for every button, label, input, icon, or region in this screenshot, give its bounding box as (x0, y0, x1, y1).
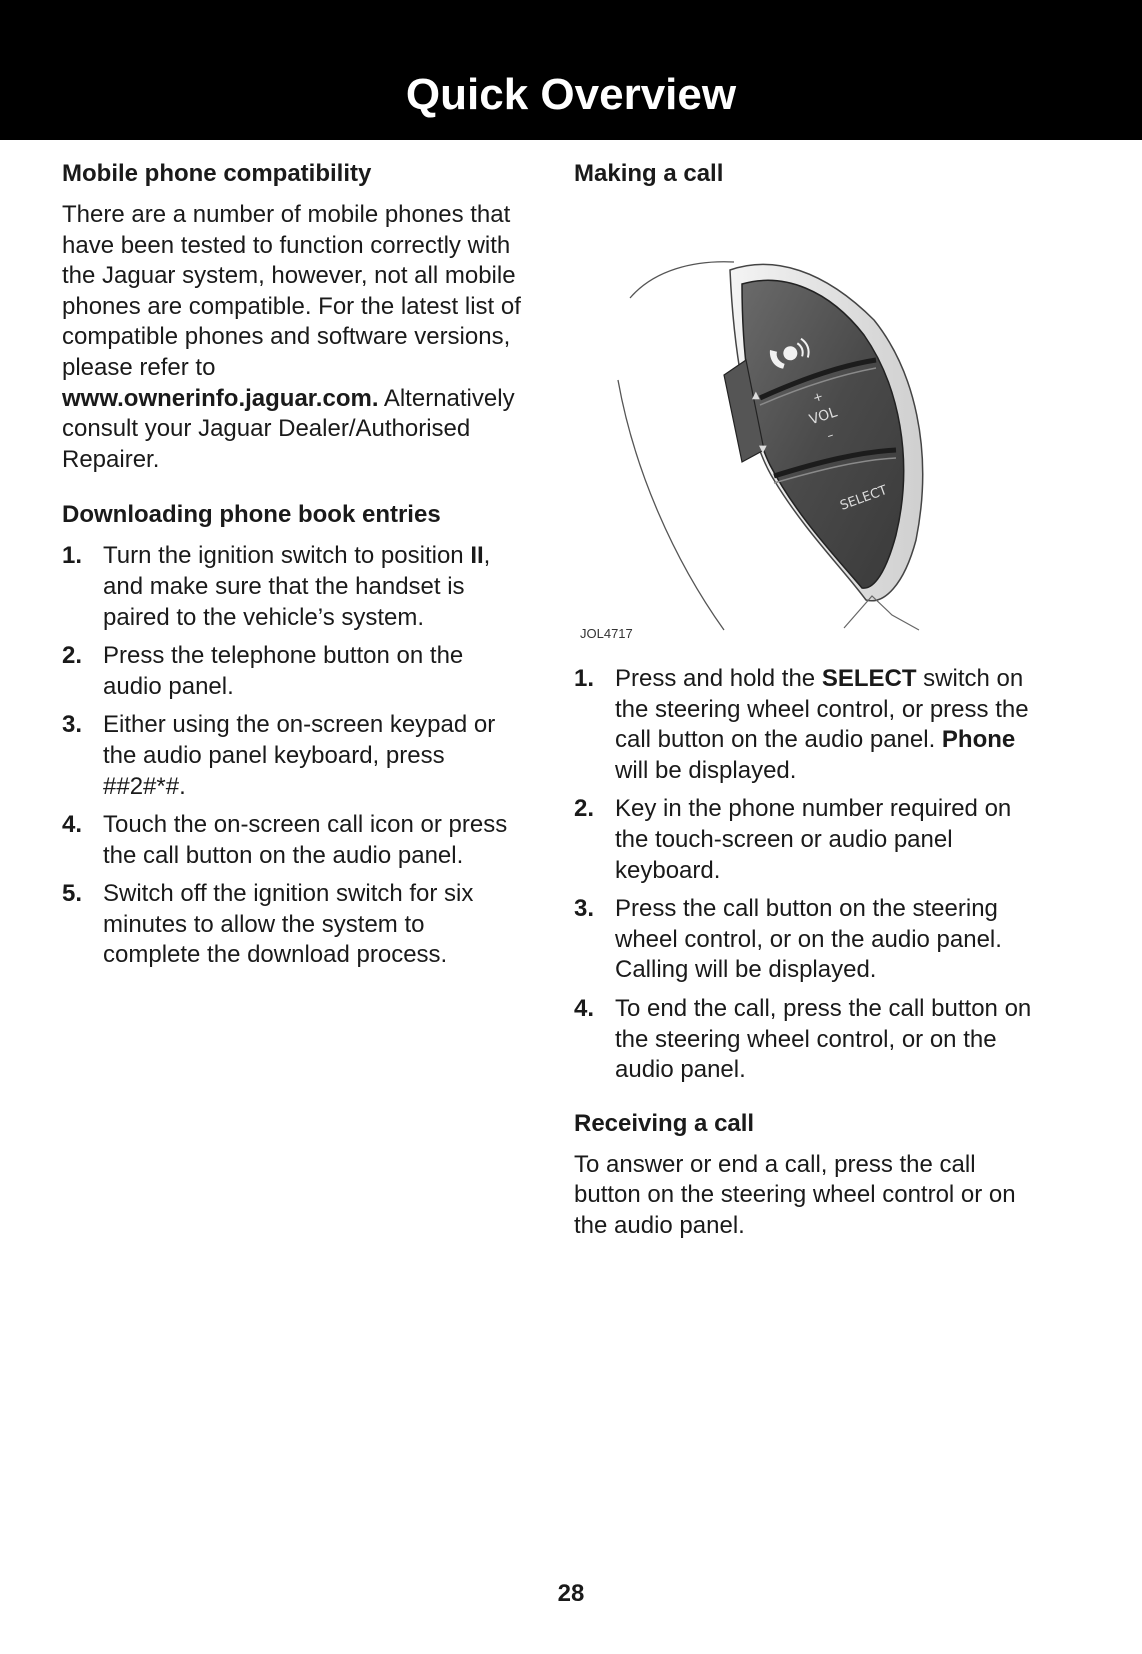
step-bold: SELECT (821, 665, 917, 692)
step-bold: Phone (941, 726, 1016, 754)
right-column (574, 158, 1044, 1258)
list-item (574, 994, 1044, 1086)
downloading-heading: Downloading phone book entries (62, 501, 441, 529)
select-label: SELECT (838, 482, 890, 514)
page-number: 28 (557, 1580, 585, 1607)
toggle-down-icon: ▼ (759, 444, 767, 455)
owner-info-url: www.ownerinfo.jaguar.com. (62, 384, 379, 412)
spoke-lower-line (844, 596, 919, 630)
left-column (62, 158, 524, 979)
step-text: Touch the on-screen call icon or press the call button on the audio panel. (103, 811, 508, 869)
making-call-steps-list (574, 664, 1044, 1086)
making-a-call-heading: Making a call (574, 160, 724, 187)
step-text: will be displayed. (615, 756, 797, 784)
list-item (574, 894, 1044, 986)
step-text: Key in the phone number required on the touch-screen or audio panel keyboard. (615, 795, 1012, 884)
step-text: To end the call, press the call button on the steering wheel control, or on the audio panel. (615, 994, 1032, 1084)
step-text: Press the call button on the steering wheel control, or on the audio panel. Calling will be displayed. (615, 895, 1002, 984)
download-steps-list (62, 541, 524, 971)
step-number: 1. (574, 665, 595, 692)
list-item (62, 879, 524, 971)
receiving-a-call-paragraph: To answer or end a call, press the call button on the steering wheel control or on the audio panel. (574, 1150, 1016, 1239)
steering-control-drawing (574, 200, 1044, 650)
volume-minus-label: – (825, 427, 836, 443)
wheel-rim-line (630, 262, 734, 298)
step-number: 3. (62, 711, 83, 739)
mobile-compatibility-paragraph (62, 200, 524, 475)
step-bold: II (470, 542, 484, 570)
mobile-paragraph-end: Alternatively consult your Jaguar Dealer/Authorised Repairer. (62, 384, 515, 473)
steering-control-illustration (574, 200, 1044, 650)
figure-code: JOL4717 (580, 626, 633, 641)
step-number: 2. (62, 642, 83, 670)
list-item (574, 664, 1044, 786)
step-text: Press the telephone button on the audio panel. (103, 642, 464, 700)
mobile-paragraph-start: There are a number of mobile phones that have been tested to function correctly with the Jaguar system, however, not all mobile phones are compatible. For the latest list of compatible phones and software versions, please refer to (62, 201, 521, 381)
step-text: Switch off the ignition switch for six minutes to allow the system to complete the download process. (103, 880, 474, 969)
wheel-rim-line (618, 380, 724, 630)
step-number: 2. (574, 795, 595, 823)
list-item (62, 641, 524, 702)
receiving-a-call-heading: Receiving a call (574, 1109, 755, 1137)
step-text: Turn the ignition switch to position (103, 542, 471, 570)
step-text: Either using the on-screen keypad or the audio panel keyboard, press ##2#*#. (103, 711, 496, 800)
step-number: 1. (62, 542, 83, 570)
step-text: , and make sure that the handset is paired to the vehicle’s system. (103, 542, 491, 631)
step-number: 5. (62, 880, 83, 908)
page-title: Quick Overview (405, 70, 737, 119)
step-number: 4. (62, 811, 83, 839)
list-item (62, 541, 524, 633)
list-item (574, 794, 1044, 886)
step-number: 3. (574, 895, 595, 923)
volume-label: VOL (807, 404, 840, 429)
page-header (0, 0, 1142, 140)
volume-plus-label: + (811, 388, 825, 406)
toggle-up-icon: ▲ (752, 390, 760, 401)
step-text: switch on the steering wheel control, or press the call button on the audio panel. (615, 665, 1029, 754)
mobile-compatibility-heading: Mobile phone compatibility (62, 160, 372, 187)
list-item (62, 710, 524, 802)
list-item (62, 810, 524, 871)
step-number: 4. (574, 994, 595, 1022)
step-text: Press and hold the (615, 665, 822, 692)
